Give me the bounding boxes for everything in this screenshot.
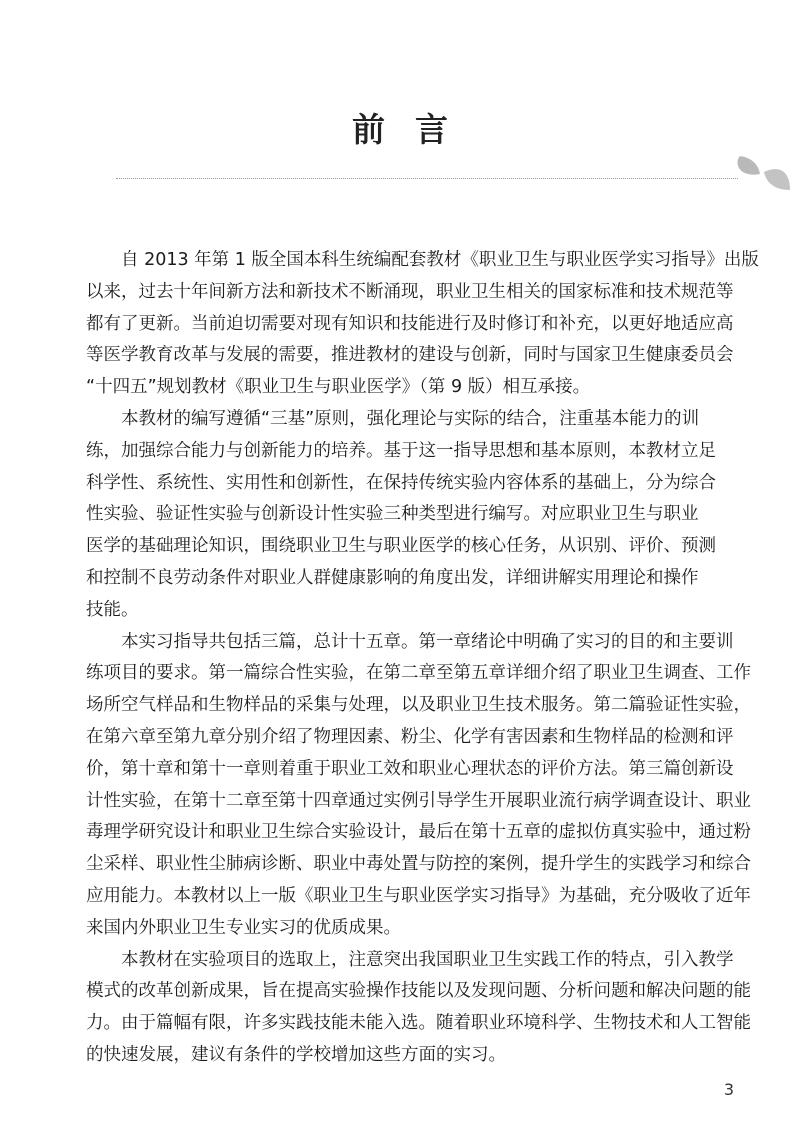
text-line: 计性实验，在第十二章至第十四章通过实例引导学生开展职业流行病学调查设计、职业 xyxy=(86,790,751,811)
text-line: 本教材在实验项目的选取上，注意突出我国职业卫生实践工作的特点，引入教学 xyxy=(121,949,734,970)
text-line: 自 2013 年第 1 版全国本科生统编配套教材《职业卫生与职业医学实习指导》出版 xyxy=(121,250,759,270)
text-line: 性实验、验证性实验与创新设计性实验三种类型进行编写。对应职业卫生与职业 xyxy=(86,504,699,525)
paragraph-4 xyxy=(86,945,751,1072)
text-line: 尘采样、职业性尘肺病诊断、职业中毒处置与防控的案例，提升学生的实践学习和综合 xyxy=(86,854,751,875)
text-line: 模式的改革创新成果，旨在提高实验操作技能以及发现问题、分析问题和解决问题的能 xyxy=(86,981,751,1002)
title-divider xyxy=(116,178,738,179)
page-number: 3 xyxy=(723,1080,734,1099)
text-line: 等医学教育改革与发展的需要，推进教材的建设与创新，同时与国家卫生健康委员会 xyxy=(86,345,734,366)
paragraph-3 xyxy=(86,627,751,945)
text-line: 练项目的要求。第一篇综合性实验，在第二章至第五章详细介绍了职业卫生调查、工作 xyxy=(86,663,751,684)
text-line: 技能。 xyxy=(86,599,139,620)
text-line: 本实习指导共包括三篇，总计十五章。第一章绪论中明确了实习的目的和主要训 xyxy=(121,631,734,652)
text-line: 毒理学研究设计和职业卫生综合实验设计，最后在第十五章的虚拟仿真实验中，通过粉 xyxy=(86,822,751,843)
text-line: 和控制不良劳动条件对职业人群健康影响的角度出发，详细讲解实用理论和操作 xyxy=(86,567,699,588)
text-line: 的快速发展，建议有条件的学校增加这些方面的实习。 xyxy=(86,1044,506,1065)
text-line: 以来，过去十年间新方法和新技术不断涌现，职业卫生相关的国家标准和技术规范等 xyxy=(86,281,734,302)
paragraph-1 xyxy=(86,245,759,404)
text-line: 应用能力。本教材以上一版《职业卫生与职业医学实习指导》为基础，充分吸收了近年 xyxy=(86,885,751,906)
text-line: 都有了更新。当前迫切需要对现有知识和技能进行及时修订和补充，以更好地适应高 xyxy=(86,313,734,334)
text-line: 力。由于篇幅有限，许多实践技能未能入选。随着职业环境科学、生物技术和人工智能 xyxy=(86,1013,751,1034)
preface-body xyxy=(86,245,759,1072)
text-line: 场所空气样品和生物样品的采集与处理，以及职业卫生技术服务。第二篇验证性实验， xyxy=(86,695,751,716)
text-line: 医学的基础理论知识，围绕职业卫生与职业医学的核心任务，从识别、评价、预测 xyxy=(86,536,716,557)
paragraph-2 xyxy=(86,404,728,627)
text-line: 在第六章至第九章分别介绍了物理因素、粉尘、化学有害因素和生物样品的检测和评 xyxy=(86,726,734,747)
text-line: 来国内外职业卫生专业实习的优质成果。 xyxy=(86,917,401,938)
text-line: “十四五”规划教材《职业卫生与职业医学》（第 9 版）相互承接。 xyxy=(86,377,591,398)
text-line: 本教材的编写遵循“三基”原则，强化理论与实际的结合，注重基本能力的训 xyxy=(121,408,700,429)
page-title: 前言 xyxy=(352,110,478,149)
text-line: 价，第十章和第十一章则着重于职业工效和职业心理状态的评价方法。第三篇创新设 xyxy=(86,758,734,779)
text-line: 科学性、系统性、实用性和创新性，在保持传统实验内容体系的基础上，分为综合 xyxy=(86,472,716,493)
leaf-ornament-icon xyxy=(730,150,794,198)
text-line: 练，加强综合能力与创新能力的培养。基于这一指导思想和基本原则，本教材立足 xyxy=(86,440,716,461)
